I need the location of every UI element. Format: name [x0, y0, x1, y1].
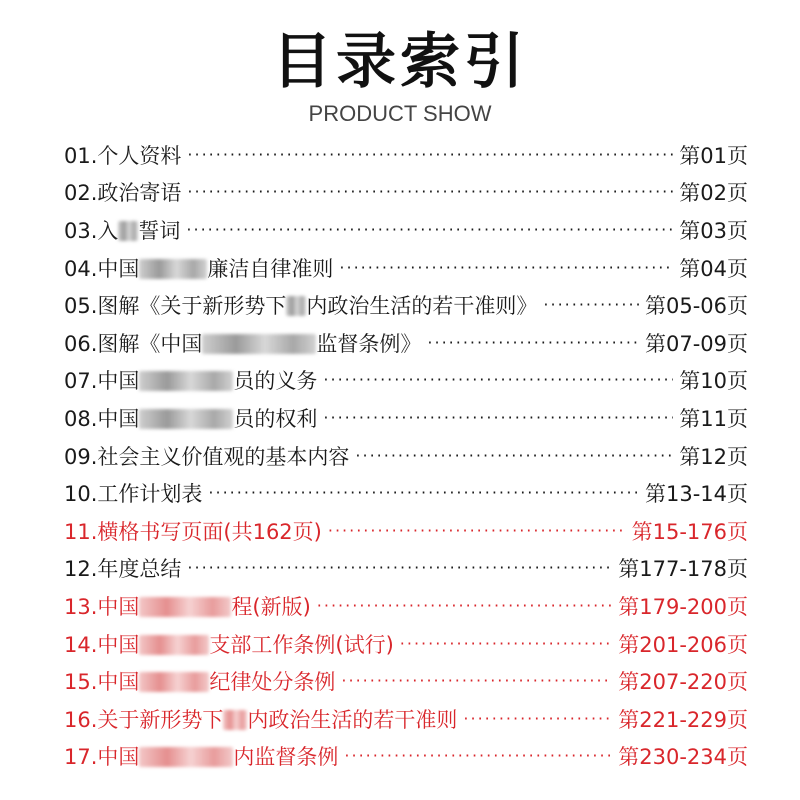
leader-dots	[317, 595, 612, 617]
leader-dots	[187, 557, 612, 579]
toc-label: 01.个人资料	[64, 143, 182, 168]
redacted-text	[139, 635, 209, 655]
leader-dots	[187, 181, 673, 203]
redacted-text	[139, 409, 233, 429]
toc-label: 13.中国 程(新版)	[64, 594, 311, 619]
toc-page-number: 第230-234页	[618, 745, 748, 770]
toc-row-17[interactable]	[64, 738, 748, 776]
page-subtitle: PRODUCT SHOW	[308, 101, 492, 126]
leader-dots	[323, 407, 673, 429]
toc-page-number: 第03页	[679, 218, 748, 243]
toc-page-number: 第01页	[679, 143, 748, 168]
redacted-text	[139, 597, 231, 617]
leader-dots	[463, 708, 612, 730]
toc-row-05[interactable]	[64, 286, 748, 324]
toc-label: 15.中国 纪律处分条例	[64, 670, 336, 695]
leader-dots	[339, 257, 673, 279]
toc-label: 02.政治寄语	[64, 181, 182, 206]
redacted-text	[202, 334, 316, 354]
toc-page-number: 第179-200页	[618, 594, 748, 619]
leader-dots	[344, 745, 612, 767]
leader-dots	[543, 294, 639, 316]
toc-label: 10.工作计划表	[64, 482, 203, 507]
table-of-contents	[64, 136, 748, 775]
leader-dots	[186, 219, 673, 241]
redacted-text	[139, 672, 209, 692]
toc-row-09[interactable]	[64, 437, 748, 475]
redacted-text	[118, 221, 138, 241]
leader-dots	[328, 520, 626, 542]
leader-dots	[187, 144, 673, 166]
toc-page-number: 第05-06页	[644, 294, 748, 319]
redacted-text	[139, 747, 233, 767]
redacted-text	[223, 710, 247, 730]
leader-dots	[323, 369, 673, 391]
toc-row-02[interactable]	[64, 174, 748, 212]
leader-dots	[341, 670, 612, 692]
toc-label: 12.年度总结	[64, 557, 182, 582]
redacted-text	[139, 371, 233, 391]
toc-row-04[interactable]	[64, 249, 748, 287]
leader-dots	[355, 445, 673, 467]
leader-dots	[400, 633, 612, 655]
toc-label: 06.图解《中国 监督条例》	[64, 331, 422, 356]
toc-page-number: 第201-206页	[618, 632, 748, 657]
toc-label: 03.入 誓词	[64, 218, 181, 243]
toc-label: 07.中国 员的义务	[64, 369, 318, 394]
redacted-text	[139, 259, 207, 279]
toc-page-number: 第11页	[679, 406, 748, 431]
toc-page-number: 第07-09页	[644, 331, 748, 356]
toc-page-number: 第12页	[679, 444, 748, 469]
toc-row-07[interactable]	[64, 362, 748, 400]
toc-label: 17.中国 内监督条例	[64, 745, 339, 770]
toc-row-14[interactable]	[64, 625, 748, 663]
toc-page-number: 第177-178页	[618, 557, 748, 582]
toc-label: 04.中国 廉洁自律准则	[64, 256, 334, 281]
toc-page-number: 第04页	[679, 256, 748, 281]
toc-row-03[interactable]	[64, 211, 748, 249]
toc-page-number: 第207-220页	[618, 670, 748, 695]
toc-row-13[interactable]	[64, 587, 748, 625]
toc-page-number: 第13-14页	[644, 482, 748, 507]
toc-page-number: 第10页	[679, 369, 748, 394]
toc-row-10[interactable]	[64, 474, 748, 512]
toc-row-15[interactable]	[64, 662, 748, 700]
toc-row-16[interactable]	[64, 700, 748, 738]
leader-dots	[208, 482, 639, 504]
toc-row-06[interactable]	[64, 324, 748, 362]
toc-page-number: 第15-176页	[631, 519, 748, 544]
toc-label: 11.横格书写页面(共162页)	[64, 519, 322, 544]
page-title: 目录索引	[272, 27, 528, 97]
toc-page-number: 第02页	[679, 181, 748, 206]
toc-row-01[interactable]	[64, 136, 748, 174]
toc-label: 09.社会主义价值观的基本内容	[64, 444, 350, 469]
toc-label: 05.图解《关于新形势下 内政治生活的若干准则》	[64, 294, 538, 319]
redacted-text	[286, 296, 306, 316]
toc-row-11[interactable]	[64, 512, 748, 550]
toc-label: 14.中国 支部工作条例(试行)	[64, 632, 394, 657]
toc-row-12[interactable]	[64, 550, 748, 588]
toc-page-number: 第221-229页	[618, 707, 748, 732]
toc-row-08[interactable]	[64, 399, 748, 437]
toc-label: 16.关于新形势下 内政治生活的若干准则	[64, 707, 458, 732]
leader-dots	[427, 332, 639, 354]
toc-label: 08.中国 员的权利	[64, 406, 318, 431]
